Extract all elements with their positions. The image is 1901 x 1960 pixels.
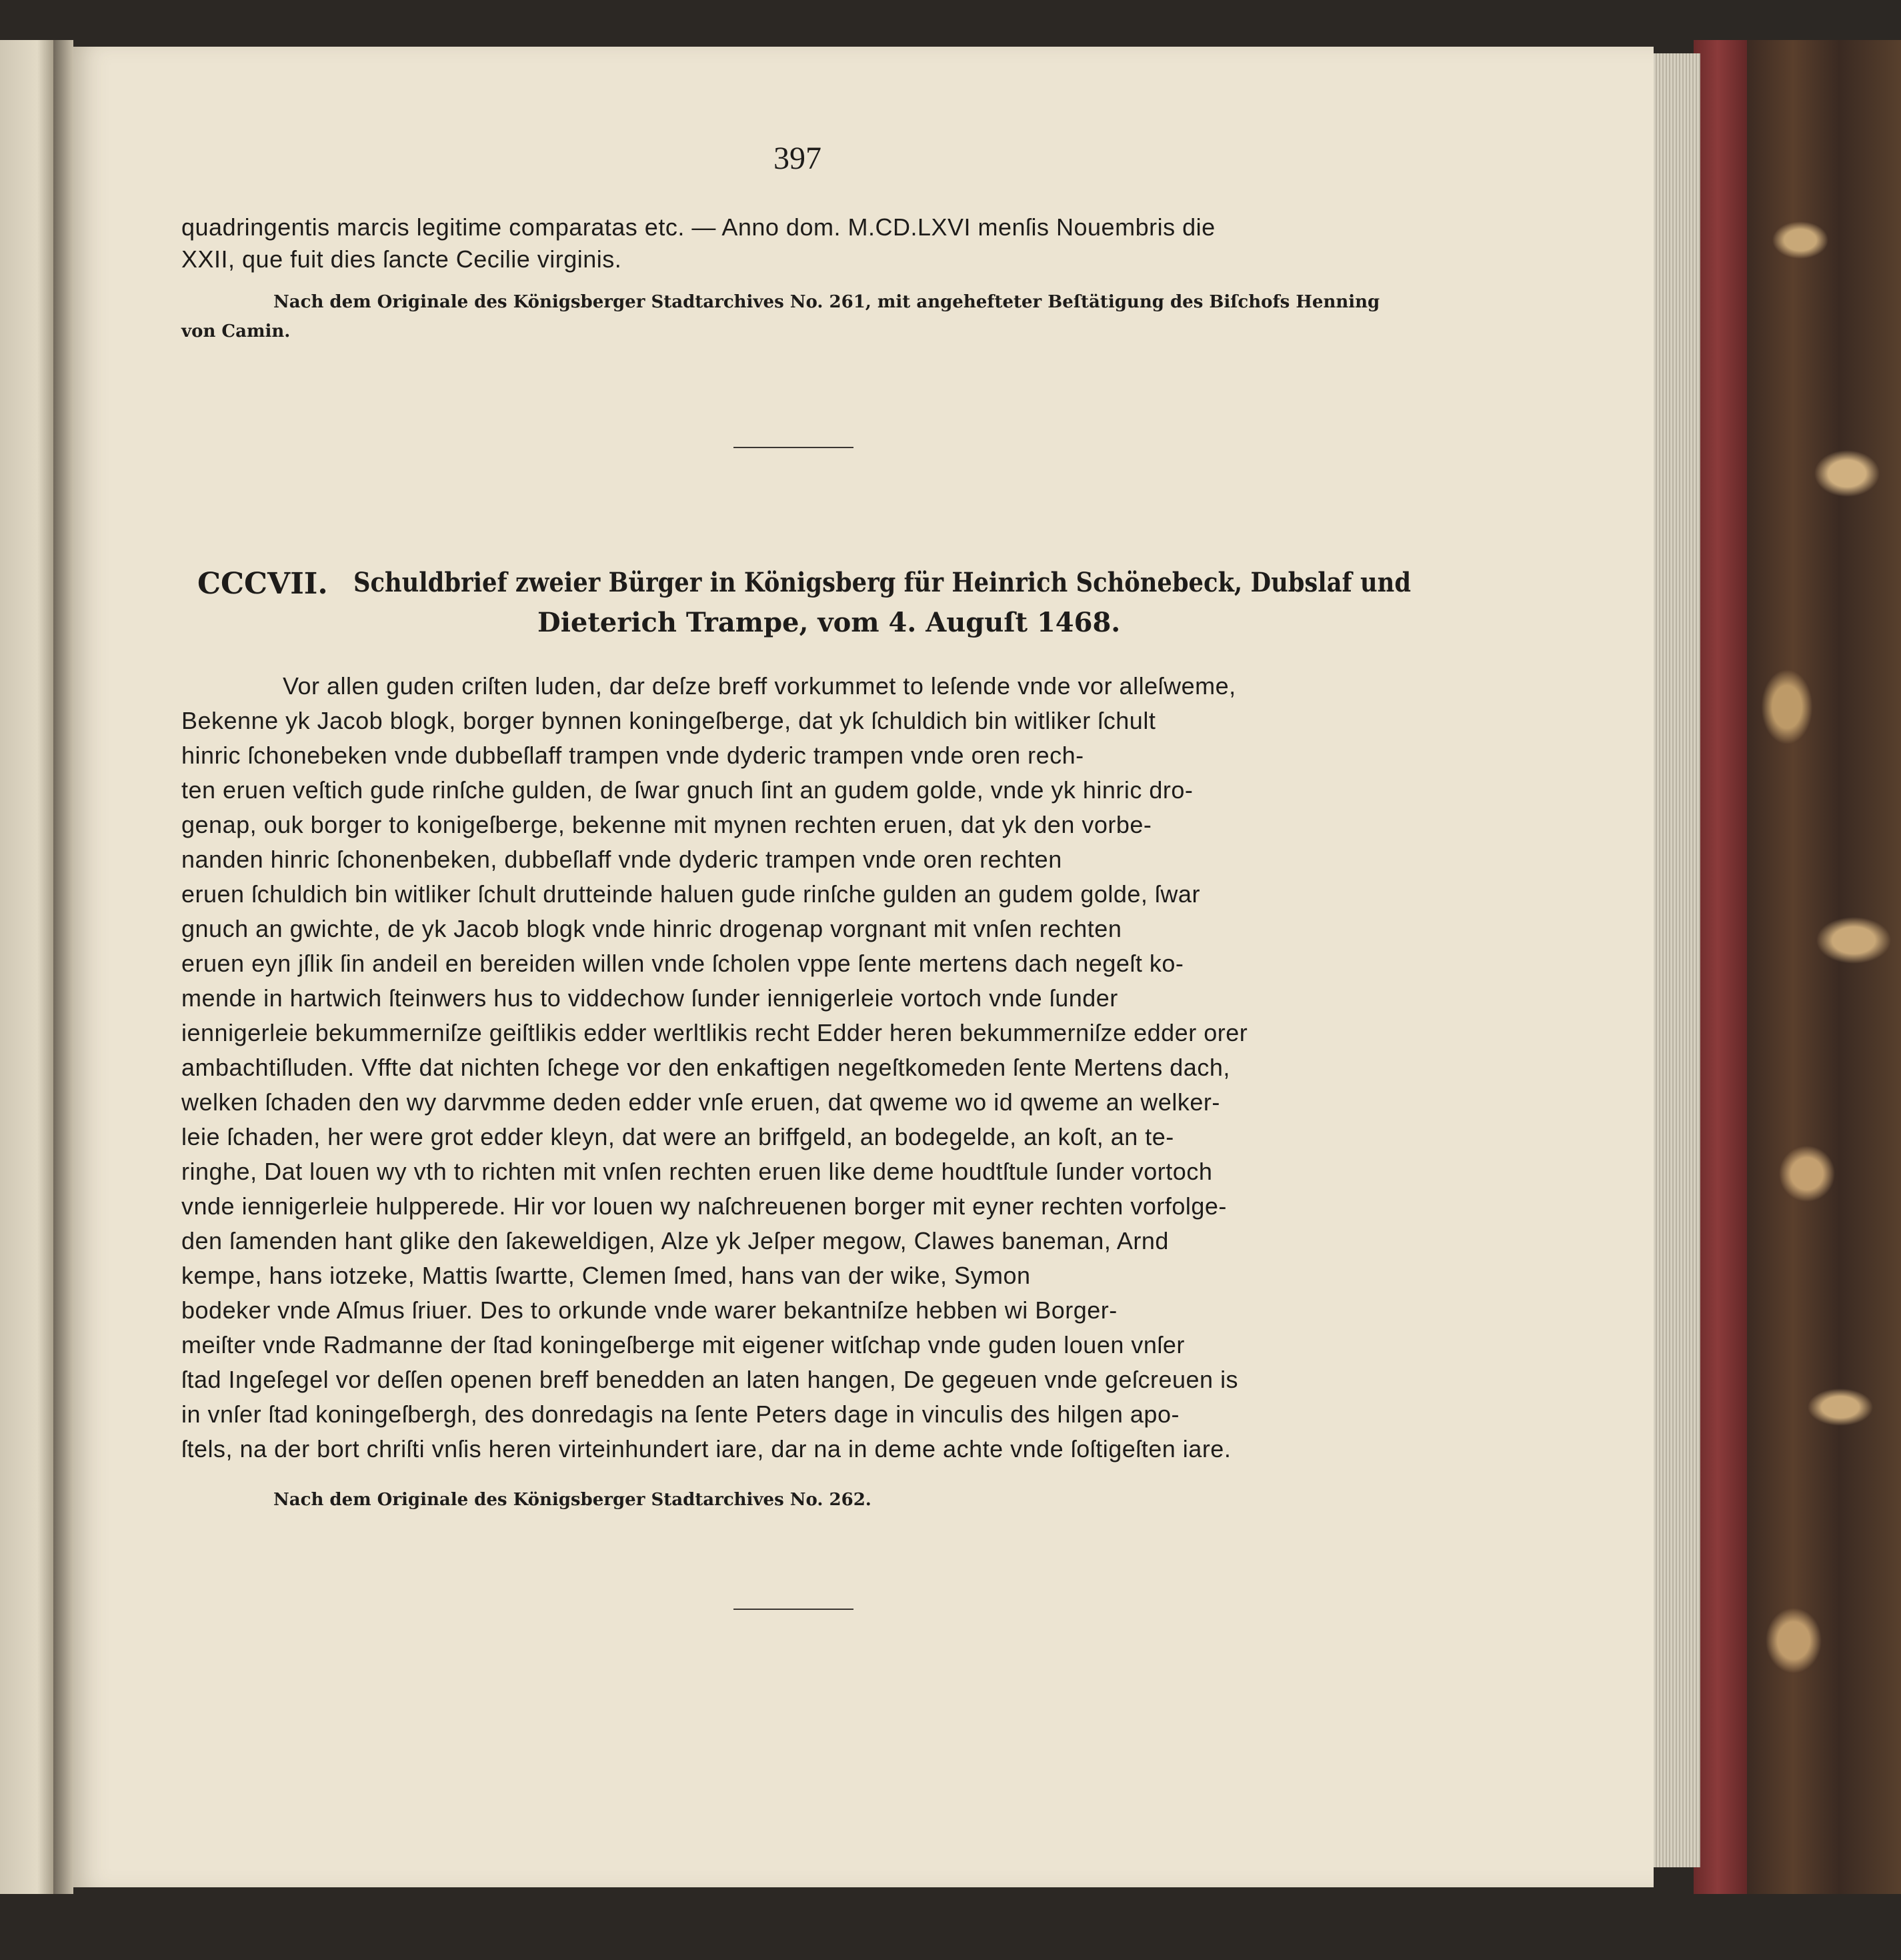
document-title: Dieterich Trampe, vom 4. Auguſt 1468. [537,607,1121,638]
body-line: ſtels, na der bort chriſti vnſis heren virteinhundert iare, dar na in deme achte vnde ſoſtigeſten iare. [181,1435,1232,1462]
body-line: ringhe, Dat louen wy vth to richten mit vnſen rechten eruen like deme houdtſtule ſunder vortoch [181,1158,1213,1185]
book-cover-edge [1694,40,1754,1894]
left-page-edge [0,40,53,1894]
document-source-note: Nach dem Originale des Königsberger Stadtarchives No. 262. [273,1490,871,1510]
body-line: mende in hartwich ſteinwers hus to viddechow ſunder iennigerleie vortoch vnde ſunder [181,984,1118,1012]
book-gutter [53,40,73,1894]
separator-rule [733,447,853,448]
body-line: eruen eyn jſlik ſin andeil en bereiden willen vnde ſcholen vppe ſente mertens dach negeſt ko- [181,950,1184,977]
body-line: nanden hinric ſchonenbeken, dubbeſlaff vnde dyderic trampen vnde oren rechten [181,846,1062,873]
page-number: 397 [773,141,821,176]
preceding-line: quadringentis marcis legitime comparatas etc. — Anno dom. M.CD.LXVI menſis Nouembris die [181,213,1216,241]
body-line: kempe, hans iotzeke, Mattis ſwartte, Clemen ſmed, hans van der wike, Symon [181,1262,1031,1289]
body-line: hinric ſchonebeken vnde dubbeſlaff trampen vnde dyderic trampen vnde oren rech- [181,742,1084,769]
body-line: gnuch an gwichte, de yk Jacob blogk vnde hinric drogenap vorgnant mit vnſen rechten [181,915,1122,942]
page-edges [1647,53,1700,1867]
preceding-source-note: Nach dem Originale des Königsberger Stadtarchives No. 261, mit angehefteter Beſtätigung des Biſchofs Henning [273,292,1380,312]
body-line: ten eruen veſtich gude rinſche gulden, de ſwar gnuch ſint an gudem golde, vnde yk hinric dro- [181,776,1194,804]
body-line: ambachtiſluden. Vffte dat nichten ſchege vor den enkaftigen negeſtkomeden ſente Mertens dach, [181,1054,1230,1081]
body-line: leie ſchaden, her were grot edder kleyn, dat were an briffgeld, an bodegelde, an koſt, an te- [181,1123,1174,1150]
body-line: Vor allen guden criſten luden, dar deſze breff vorkummet to leſende vnde vor alleſweme, [283,672,1236,700]
body-line: eruen ſchuldich bin witliker ſchult drutteinde haluen gude rinſche gulden an gudem golde, ſwar [181,880,1200,908]
body-line: in vnſer ſtad koningeſbergh, des donredagis na ſente Peters dage in vinculis des hilgen apo- [181,1400,1180,1428]
preceding-line: XXII, que fuit dies ſancte Cecilie virginis. [181,245,622,273]
body-line: den ſamenden hant glike den ſakeweldigen, Alze yk Jeſper megow, Clawes baneman, Arnd [181,1227,1169,1254]
marbled-book-cover [1747,40,1901,1894]
document-number: CCCVII. [197,567,328,601]
body-line: bodeker vnde Aſmus ſriuer. Des to orkunde vnde warer bekantniſze hebben wi Borger- [181,1296,1118,1324]
body-line: genap, ouk borger to konigeſberge, bekenne mit mynen rechten eruen, dat yk den vorbe- [181,811,1152,838]
end-rule [733,1609,853,1610]
document-title: Schuldbrief zweier Bürger in Königsberg für Heinrich Schönebeck, Dubslaf und [353,567,1411,598]
body-line: welken ſchaden den wy darvmme deden edder vnſe eruen, dat qweme wo id qweme an welker- [181,1088,1220,1116]
body-line: iennigerleie bekummerniſze geiſtlikis edder werltlikis recht Edder heren bekummerniſze edder orer [181,1019,1248,1046]
body-line: meiſter vnde Radmanne der ſtad koningeſberge mit eigener witſchap vnde guden louen vnſer [181,1331,1185,1358]
preceding-source-note: von Camin. [181,321,291,341]
body-line: Bekenne yk Jacob blogk, borger bynnen koningeſberge, dat yk ſchuldich bin witliker ſchult [181,707,1156,734]
body-line: ſtad Ingeſegel vor deſſen openen breff benedden an laten hangen, De gegeuen vnde geſcreuen is [181,1366,1239,1393]
body-line: vnde iennigerleie hulpperede. Hir vor louen wy naſchreuenen borger mit eyner rechten vorfolge- [181,1192,1227,1220]
